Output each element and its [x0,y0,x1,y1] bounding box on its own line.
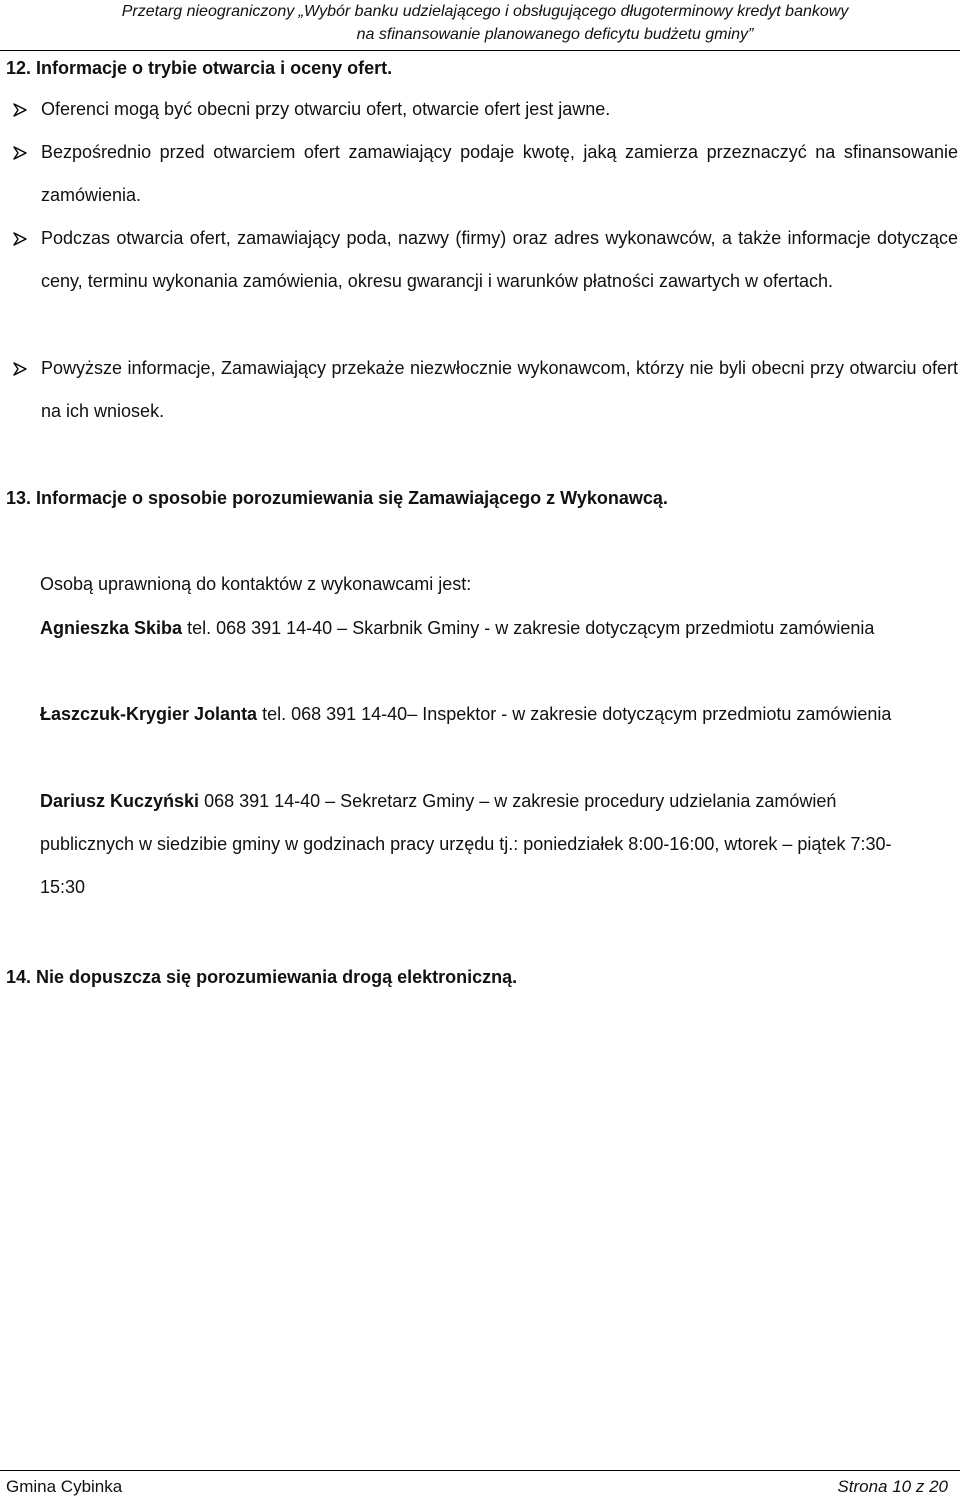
contact-name: Dariusz Kuczyński [40,791,200,811]
header-line-2: na sfinansowanie planowanego deficytu budżetu gminy” [356,26,754,43]
section-12-title: 12. Informacje o trybie otwarcia i oceny ofert. [6,58,393,78]
page-footer [0,1470,960,1502]
bullet-item [12,88,958,131]
arrow-bullet-icon [12,231,28,247]
bullet-item [12,131,958,217]
bullet-text: Bezpośrednio przed otwarciem ofert zamawiający podaje kwotę, jaką zamierza przeznaczyć na sfinansowanie zamówienia. [41,142,958,205]
bullet-item [12,347,958,433]
footer-municipality: Gmina Cybinka [6,1477,123,1496]
contact-details: tel. 068 391 14-40– Inspektor - w zakresie dotyczącym przedmiotu zamówienia [257,704,892,724]
header-line-1: Przetarg nieograniczony „Wybór banku udzielającego i obsługującego długoterminowy kredyt bankowy [121,3,849,20]
bullet-item [12,217,958,303]
contact-name: Łaszczuk-Krygier Jolanta [40,704,258,724]
arrow-bullet-icon [12,361,28,377]
page-number: Strona 10 z 20 [837,1477,948,1496]
arrow-bullet-icon [12,102,28,118]
contact-details: tel. 068 391 14-40 – Skarbnik Gminy - w zakresie dotyczącym przedmiotu zamówienia [182,618,875,638]
contact-entry [40,780,920,909]
bullet-text: Oferenci mogą być obecni przy otwarciu ofert, otwarcie ofert jest jawne. [41,99,611,119]
contact-name: Agnieszka Skiba [40,618,183,638]
page-header [0,0,960,51]
section-14-title: 14. Nie dopuszcza się porozumiewania drogą elektroniczną. [6,967,518,987]
contact-entry [40,607,920,650]
arrow-bullet-icon [12,145,28,161]
section-13-title: 13. Informacje o sposobie porozumiewania się Zamawiającego z Wykonawcą. [6,488,668,508]
contact-entry [40,693,920,736]
bullet-text: Podczas otwarcia ofert, zamawiający poda, nazwy (firmy) oraz adres wykonawców, a także informacje dotyczące ceny, terminu wykonania zamówienia, okresu gwarancji i warunków płatności zawartych w ofertach. [41,228,958,291]
contact-details: 068 391 14-40 – Sekretarz Gminy – w zakresie procedury udzielania zamówień publicznych w siedzibie gminy w godzinach pracy urzędu tj.: poniedziałek 8:00-16:00, wtorek – piątek 7:30- 15:30 [40,791,892,897]
bullet-text: Powyższe informacje, Zamawiający przekaże niezwłocznie wykonawcom, którzy nie byli obecni przy otwarciu ofert na ich wniosek. [41,358,958,421]
contact-intro: Osobą uprawnioną do kontaktów z wykonawcami jest: [40,574,472,594]
